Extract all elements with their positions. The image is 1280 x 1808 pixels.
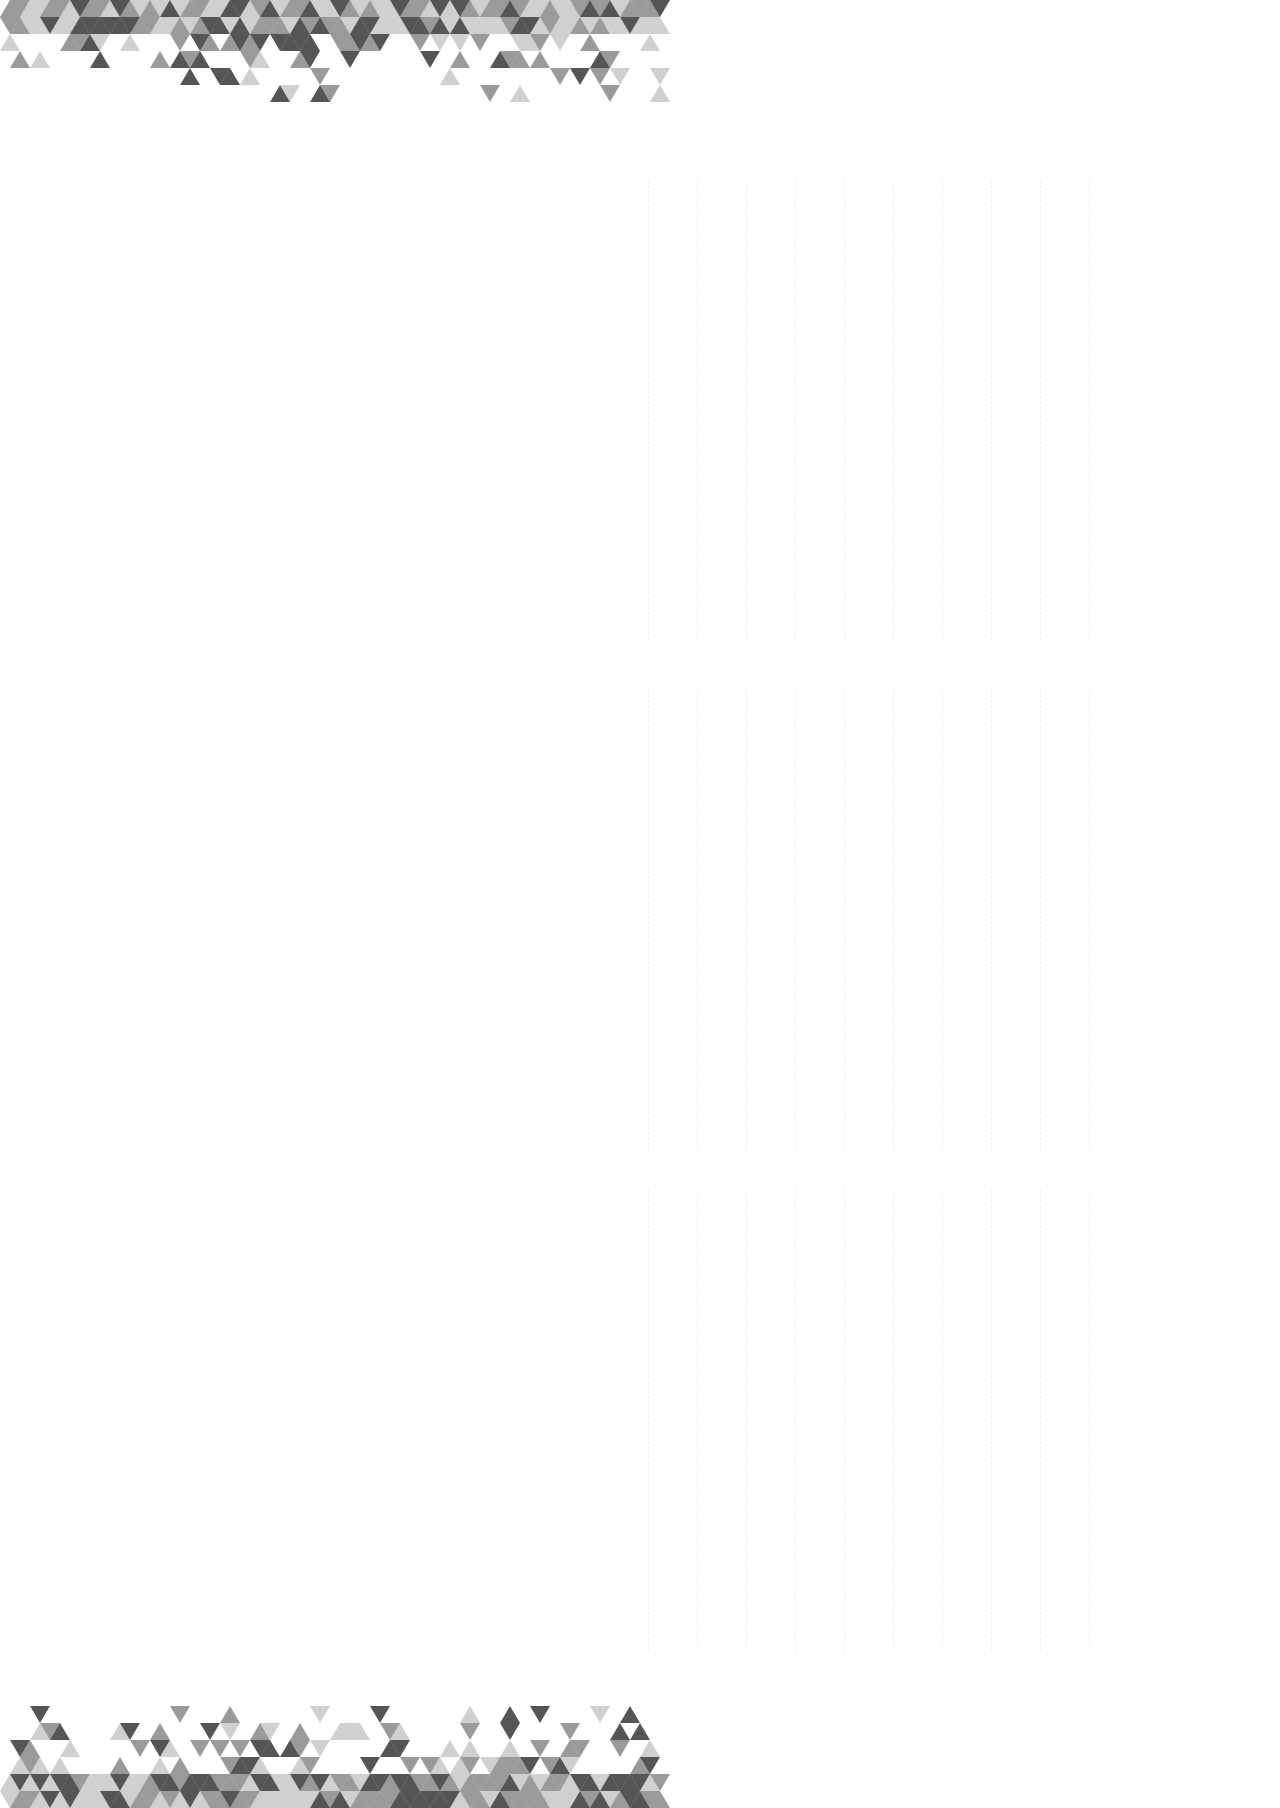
pattern-triangle	[600, 85, 620, 102]
text-column	[1061, 690, 1090, 1150]
text-column	[767, 180, 796, 640]
pattern-triangle	[220, 1706, 240, 1723]
text-column	[620, 180, 649, 640]
pattern-triangle	[610, 1740, 630, 1757]
pattern-triangle	[240, 68, 260, 85]
pattern-triangle	[400, 1757, 420, 1774]
text-column	[1012, 180, 1041, 640]
pattern-triangle	[550, 34, 570, 51]
pattern-triangle	[430, 34, 450, 51]
pattern-triangle	[150, 51, 170, 68]
pattern-triangle	[60, 1740, 80, 1757]
pattern-triangle	[590, 1706, 610, 1723]
text-column	[620, 1190, 649, 1650]
pattern-triangle	[570, 68, 590, 85]
text-column	[914, 690, 943, 1150]
pattern-triangle	[450, 34, 470, 51]
pattern-triangle	[560, 1723, 580, 1740]
text-column	[767, 1190, 796, 1650]
pattern-triangle	[590, 68, 610, 85]
pattern-triangle	[110, 1757, 130, 1774]
pattern-triangle	[310, 1740, 330, 1757]
pattern-triangle	[290, 1723, 310, 1740]
text-column	[718, 1190, 747, 1650]
pattern-triangle	[310, 68, 330, 85]
pattern-triangle	[10, 51, 30, 68]
pattern-triangle	[170, 1757, 190, 1774]
pattern-triangle	[610, 68, 630, 85]
pattern-triangle	[410, 34, 430, 51]
text-column	[816, 180, 845, 640]
text-column	[865, 1190, 894, 1650]
pattern-triangle	[210, 1740, 230, 1757]
pattern-triangle	[150, 1757, 170, 1774]
text-band-2	[190, 690, 1090, 1150]
pattern-triangle	[620, 1706, 640, 1723]
pattern-triangle	[370, 1706, 390, 1723]
pattern-triangle	[340, 51, 360, 68]
text-column	[963, 1190, 992, 1650]
text-band-3	[190, 1190, 1090, 1650]
text-column	[1061, 1190, 1090, 1650]
text-band-1	[190, 180, 1090, 640]
pattern-triangle	[360, 1757, 380, 1774]
pattern-triangle	[650, 68, 670, 85]
pattern-triangle	[30, 1706, 50, 1723]
triangle-pattern-bottom-border	[0, 1698, 1280, 1808]
pattern-triangle	[500, 1706, 520, 1723]
text-column	[1012, 690, 1041, 1150]
text-column	[669, 180, 698, 640]
pattern-triangle	[510, 85, 530, 102]
pattern-triangle	[460, 1706, 480, 1723]
pattern-triangle	[440, 68, 460, 85]
pattern-triangle	[530, 51, 550, 68]
pattern-triangle	[90, 51, 110, 68]
pattern-triangle	[650, 85, 670, 102]
pattern-triangle	[120, 34, 140, 51]
text-column	[620, 690, 649, 1150]
pattern-triangle	[130, 1740, 150, 1757]
pattern-triangle	[610, 1723, 630, 1740]
pattern-triangle	[450, 51, 470, 68]
pattern-triangle	[550, 68, 570, 85]
pattern-triangle	[480, 85, 500, 102]
pattern-triangle	[150, 1723, 170, 1740]
text-column	[718, 690, 747, 1150]
pattern-triangle	[460, 1723, 480, 1740]
text-column	[963, 180, 992, 640]
pattern-triangle	[640, 1740, 660, 1757]
pattern-triangle	[0, 34, 20, 51]
pattern-triangle	[50, 1757, 70, 1774]
text-column	[914, 180, 943, 640]
text-column	[767, 690, 796, 1150]
pattern-triangle	[440, 1740, 460, 1757]
pattern-triangle	[180, 68, 200, 85]
pattern-triangle	[420, 51, 440, 68]
pattern-triangle	[630, 1723, 650, 1740]
text-column	[865, 690, 894, 1150]
triangle-pattern-top-border	[0, 0, 1280, 110]
text-column	[669, 690, 698, 1150]
pattern-triangle	[230, 1740, 250, 1757]
pattern-triangle	[500, 1723, 520, 1740]
pattern-triangle	[460, 1740, 480, 1757]
text-column	[718, 180, 747, 640]
pattern-triangle	[220, 1723, 240, 1740]
text-column	[669, 1190, 698, 1650]
pattern-triangle	[30, 51, 50, 68]
pattern-triangle	[530, 1740, 550, 1757]
text-column	[963, 690, 992, 1150]
text-column	[865, 180, 894, 640]
pattern-triangle	[170, 1706, 190, 1723]
pattern-triangle	[500, 1740, 520, 1757]
pattern-triangle	[190, 1740, 210, 1757]
pattern-triangle	[640, 34, 660, 51]
pattern-triangle	[470, 34, 490, 51]
pattern-triangle	[200, 1723, 220, 1740]
pattern-triangle	[530, 1706, 550, 1723]
pattern-triangle	[580, 34, 600, 51]
text-column	[816, 690, 845, 1150]
pattern-triangle	[170, 34, 190, 51]
text-column	[914, 1190, 943, 1650]
text-column	[1061, 180, 1090, 640]
pattern-triangle	[310, 1706, 330, 1723]
text-column	[1012, 1190, 1041, 1650]
text-column	[816, 1190, 845, 1650]
